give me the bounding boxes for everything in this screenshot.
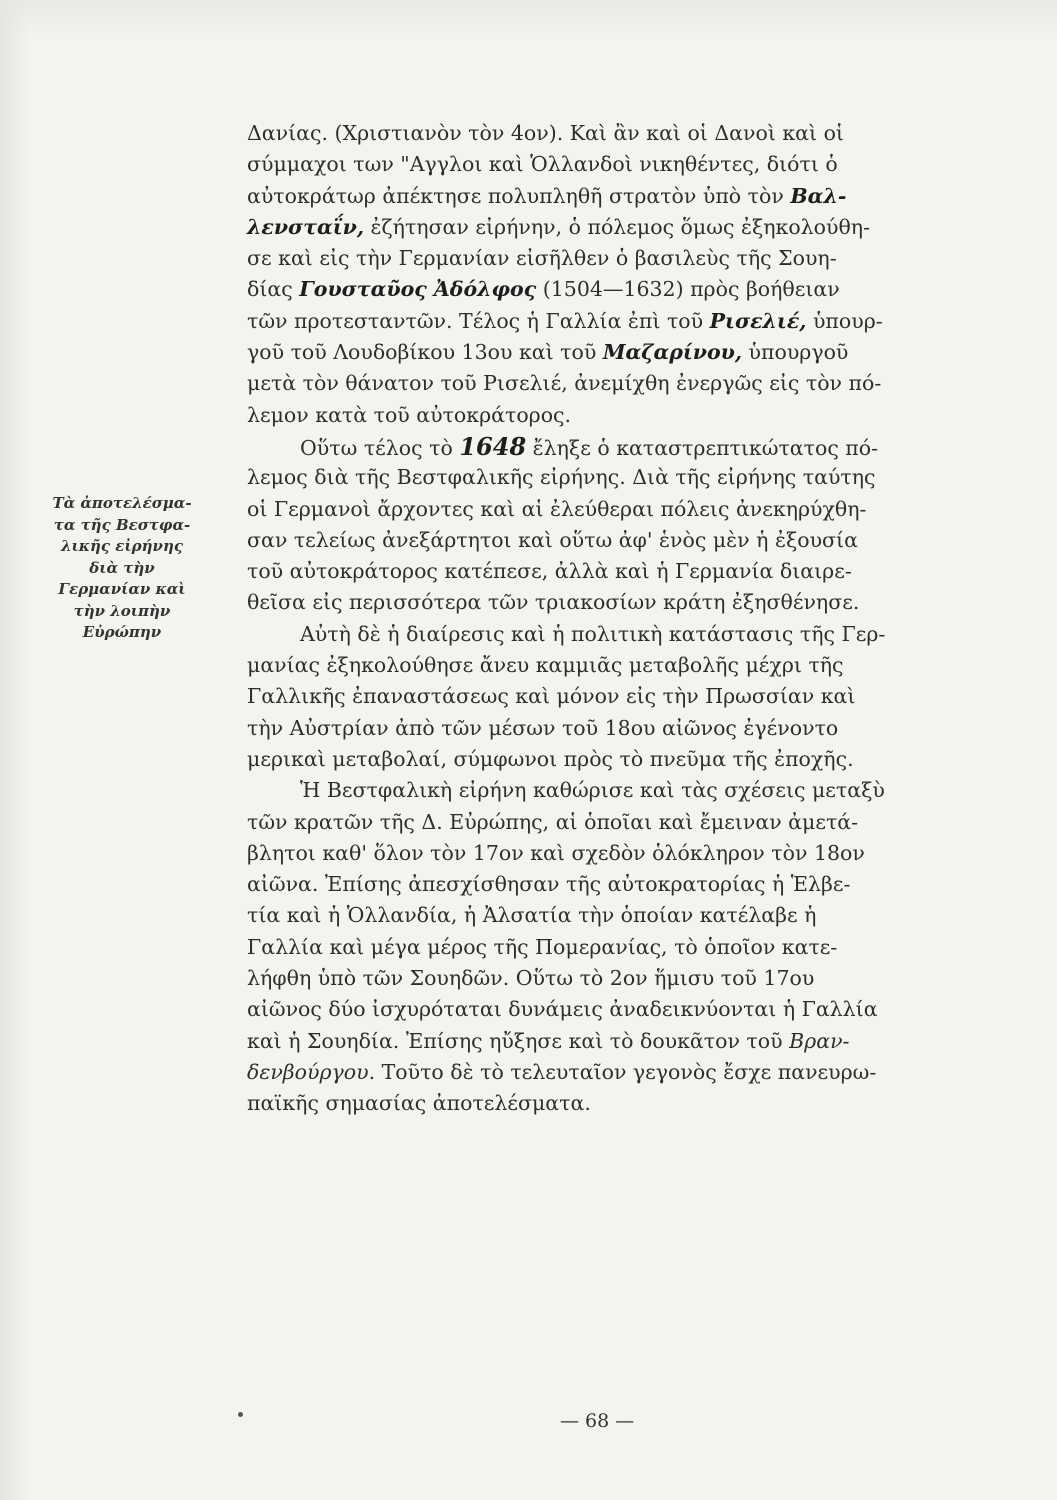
text-line: βλητοι καθ' ὅλον τὸν 17ον καὶ σχεδὸν ὁλόκληρον τὸν 18ον	[247, 840, 865, 865]
text-run: τῶν προτεσταντῶν. Τέλος ἡ Γαλλία ἐπὶ τοῦ	[247, 308, 710, 333]
text-line: λήφθη ὑπὸ τῶν Σουηδῶν. Οὕτω τὸ 2ον ἥμισυ τοῦ 17ου	[247, 966, 815, 991]
text-line	[247, 337, 997, 368]
text-line: σε καὶ εἰς τὴν Γερμανίαν εἰσῆλθεν ὁ βασιλεὺς τῆς Σουη-	[247, 246, 837, 271]
page-number: — 68 —	[560, 1410, 635, 1432]
text-line: τῶν κρατῶν τῆς Δ. Εὐρώπης, αἱ ὁποῖαι καὶ ἔμειναν ἀμετά-	[247, 809, 859, 834]
text-line: τοῦ αὐτοκράτορος κατέπεσε, ἀλλὰ καὶ ἡ Γερμανία διαιρε-	[247, 559, 852, 584]
text-line	[247, 212, 997, 243]
text-line: σύμμαχοι των "Αγγλοι καὶ Ὁλλανδοὶ νικηθέντες, διότι ὁ	[247, 152, 838, 177]
text-run: δίας	[247, 277, 300, 302]
text-run: (1504—1632) πρὸς βοήθειαν	[536, 277, 840, 302]
text-line: Ἡ Βεστφαλικὴ εἰρήνη καθώρισε καὶ τὰς σχέσεις μεταξὺ	[300, 778, 885, 803]
text-run: αὐτοκράτωρ ἀπέκτησε πολυπληθῆ στρατὸν ὑπὸ τὸν	[247, 183, 791, 208]
text-run: Τοῦτο δὲ τὸ τελευταῖον γεγονὸς ἔσχε πανευρω-	[375, 1059, 877, 1084]
name-gustavus-adolphus: Γουσταῦος Ἀδόλφος	[299, 277, 537, 302]
page-shading-top	[0, 0, 1057, 40]
text-run: Οὕτω τέλος τὸ	[300, 435, 460, 460]
text-run: καὶ ἡ Σουηδία. Ἐπίσης ηὔξησε καὶ τὸ δουκᾶτον τοῦ	[247, 1028, 790, 1053]
text-line: θεῖσα εἰς περισσότερα τῶν τριακοσίων κράτη ἐξησθένησε.	[247, 590, 860, 615]
text-line: Γαλλία καὶ μέγα μέρος τῆς Πομερανίας, τὸ ὁποῖον κατε-	[247, 934, 838, 959]
text-line: μερικαὶ μεταβολαί, σύμφωνοι πρὸς τὸ πνεῦμα τῆς ἐποχῆς.	[247, 746, 854, 771]
text-line: Δανίας. (Χριστιανὸν τὸν 4ον). Καὶ ἂν καὶ οἱ Δανοὶ καὶ οἱ	[247, 121, 844, 145]
body-text	[247, 118, 997, 1120]
text-run: ἐζήτησαν εἰρήνην, ὁ πόλεμος ὅμως ἐξηκολούθη-	[364, 214, 871, 239]
name-wallenstein: Βαλ-	[790, 183, 847, 208]
margin-note-line: λικῆς εἰρήνης	[61, 537, 183, 555]
margin-note-line: τα τῆς Βεστφα-	[53, 515, 191, 534]
text-line: μετὰ τὸν θάνατον τοῦ Ρισελιέ, ἀνεμίχθη ἐνεργῶς εἰς τὸν πό-	[247, 371, 882, 396]
text-line	[247, 1026, 997, 1057]
margin-note-line: Εὐρώπην	[82, 623, 162, 641]
text-line: αἰῶνα. Ἐπίσης ἀπεσχίσθησαν τῆς αὐτοκρατορίας ἡ Ἑλβε-	[247, 872, 851, 897]
margin-note-line: τὴν λοιπὴν	[73, 601, 171, 620]
text-line: λεμος διὰ τῆς Βεστφαλικῆς εἰρήνης. Διὰ τῆς εἰρήνης ταύτης	[247, 465, 876, 490]
text-line: λεμον κατὰ τοῦ αὐτοκράτορος.	[247, 402, 572, 427]
text-line	[247, 1057, 997, 1088]
name-brandenburg: Βραν-	[789, 1028, 850, 1053]
text-line: μανίας ἐξηκολούθησε ἄνευ καμμιᾶς μεταβολῆς μέχρι τῆς	[247, 653, 844, 678]
text-line: παϊκῆς σημασίας ἀποτελέσματα.	[247, 1091, 591, 1116]
margin-note-line: Γερμανίαν καὶ	[58, 580, 186, 598]
text-line: σαν τελείως ἀνεξάρτητοι καὶ οὕτω ἀφ' ἑνὸς μὲν ἡ ἐξουσία	[247, 527, 858, 552]
name-wallenstein-cont: λενσταΐν,	[247, 214, 365, 239]
margin-note-line: Τὰ ἀποτελέσμα-	[52, 494, 192, 512]
print-speck	[238, 1412, 243, 1417]
text-run: γοῦ τοῦ Λουδοβίκου 13ου καὶ τοῦ	[247, 340, 603, 365]
text-line	[247, 274, 997, 305]
name-mazarin: Μαζαρίνου,	[602, 340, 743, 365]
name-brandenburg-cont: δενβούργου.	[247, 1059, 376, 1084]
name-richelieu: Ρισελιέ,	[709, 308, 807, 333]
page-shading-left	[0, 0, 30, 1500]
text-line: τὴν Αὐστρίαν ἀπὸ τῶν μέσων τοῦ 18ου αἰῶνος ἐγένοντο	[247, 715, 839, 740]
year-1648: 1648	[459, 431, 527, 461]
text-line: τία καὶ ἡ Ὁλλανδία, ἡ Ἀλσατία τὴν ὁποίαν κατέλαβε ἡ	[247, 903, 817, 928]
text-line: οἱ Γερμανοὶ ἄρχοντες καὶ αἱ ἐλεύθεραι πόλεις ἀνεκηρύχθη-	[247, 496, 867, 521]
margin-note-line: διὰ τὴν	[89, 558, 155, 577]
text-line: Γαλλικῆς ἐπαναστάσεως καὶ μόνον εἰς τὴν Πρωσσίαν καὶ	[247, 684, 856, 709]
margin-note	[22, 493, 222, 644]
text-line	[247, 431, 997, 462]
text-line	[247, 181, 997, 212]
text-run: ὑπουρ-	[806, 308, 883, 333]
text-line	[247, 306, 997, 337]
text-line: αἰῶνος δύο ἰσχυρόταται δυνάμεις ἀναδεικνύονται ἡ Γαλλία	[247, 997, 878, 1022]
text-run: ὑπουργοῦ	[742, 340, 849, 365]
text-run: ἔληξε ὁ καταστρεπτικώτατος πό-	[526, 435, 879, 460]
text-line: Αὐτὴ δὲ ἡ διαίρεσις καὶ ἡ πολιτικὴ κατάστασις τῆς Γερ-	[300, 621, 886, 646]
